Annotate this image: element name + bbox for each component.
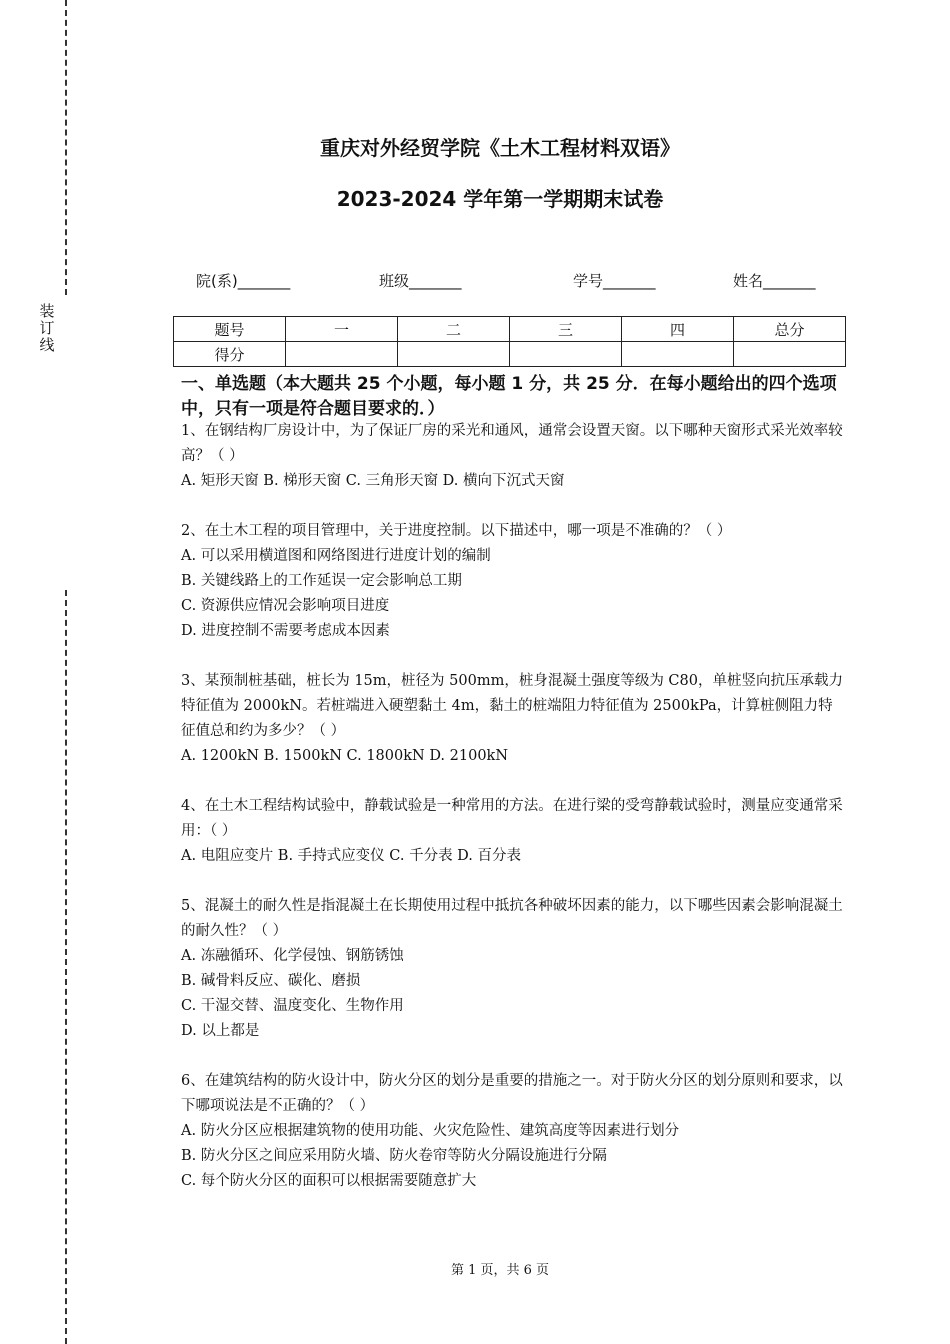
table-cell	[510, 342, 622, 367]
question-stem: 5、混凝土的耐久性是指混凝土在长期使用过程中抵抗各种破坏因素的能力，以下哪些因素会影响混凝土的耐久性？（ ）	[181, 898, 843, 939]
question-2	[181, 519, 846, 644]
score-table	[173, 316, 846, 367]
table-cell: 四	[622, 317, 734, 342]
option-c: C. 每个防火分区的面积可以根据需要随意扩大	[181, 1173, 477, 1189]
exam-title: 重庆对外经贸学院《土木工程材料双语》	[320, 136, 680, 160]
question-stem: 2、在土木工程的项目管理中，关于进度控制。以下描述中，哪一项是不准确的？（ ）	[181, 523, 732, 539]
table-cell	[734, 342, 846, 367]
question-list	[181, 419, 846, 1219]
option-a: A. 冻融循环、化学侵蚀、钢筋锈蚀	[181, 948, 404, 964]
option-c: C. 干湿交替、温度变化、生物作用	[181, 998, 404, 1014]
student-id-field: 学号_______	[573, 272, 656, 290]
question-options: A. 矩形天窗 B. 梯形天窗 C. 三角形天窗 D. 横向下沉式天窗	[181, 473, 565, 489]
binding-char: 装	[39, 302, 55, 320]
option-d: D. 进度控制不需要考虑成本因素	[181, 623, 390, 639]
option-d: D. 以上都是	[181, 1023, 260, 1039]
table-cell: 三	[510, 317, 622, 342]
option-b: B. 关键线路上的工作延误一定会影响总工期	[181, 573, 462, 589]
score-table-score-row	[174, 342, 846, 367]
question-options: A. 1200kN B. 1500kN C. 1800kN D. 2100kN	[181, 748, 509, 764]
table-cell: 二	[398, 317, 510, 342]
question-stem: 4、在土木工程结构试验中，静载试验是一种常用的方法。在进行梁的受弯静载试验时，测量应变通常采用：（ ）	[181, 798, 843, 839]
option-b: B. 防火分区之间应采用防火墙、防火卷帘等防火分隔设施进行分隔	[181, 1148, 607, 1164]
table-cell	[622, 342, 734, 367]
binding-line-bottom	[65, 590, 67, 1344]
option-a: A. 防火分区应根据建筑物的使用功能、火灾危险性、建筑高度等因素进行划分	[181, 1123, 680, 1139]
option-c: C. 资源供应情况会影响项目进度	[181, 598, 390, 614]
table-cell	[286, 342, 398, 367]
score-table-header-row	[174, 317, 846, 342]
table-cell: 一	[286, 317, 398, 342]
question-options: A. 电阻应变片 B. 手持式应变仪 C. 千分表 D. 百分表	[181, 848, 522, 864]
page-number: 第 1 页，共 6 页	[450, 1263, 550, 1278]
department-field: 院(系)_______	[196, 272, 291, 290]
binding-label	[38, 303, 56, 354]
table-cell: 题号	[174, 317, 286, 342]
question-stem: 6、在建筑结构的防火设计中，防火分区的划分是重要的措施之一。对于防火分区的划分原则和要求，以下哪项说法是不正确的？（ ）	[181, 1073, 843, 1114]
question-6	[181, 1069, 846, 1194]
question-4	[181, 794, 846, 869]
question-stem: 3、某预制桩基础，桩长为 15m，桩径为 500mm，桩身混凝土强度等级为 C80，单桩竖向抗压承载力特征值为 2000kN。若桩端进入硬塑黏土 4m，黏土的桩端阻力特征值为 2500kPa，计算桩侧阻力特征值总和约为多少？（ ）	[181, 673, 843, 739]
exam-subtitle: 2023-2024 学年第一学期期末试卷	[336, 187, 664, 211]
question-5	[181, 894, 846, 1044]
question-3	[181, 669, 846, 769]
question-stem: 1、在钢结构厂房设计中，为了保证厂房的采光和通风，通常会设置天窗。以下哪种天窗形式采光效率较高？（ ）	[181, 423, 843, 464]
table-cell: 总分	[734, 317, 846, 342]
binding-char: 线	[39, 336, 55, 354]
section-heading: 一、单选题（本大题共 25 个小题，每小题 1 分，共 25 分．在每小题给出的四个选项中，只有一项是符合题目要求的．）	[181, 374, 837, 419]
name-field: 姓名_______	[733, 272, 816, 290]
class-field: 班级_______	[379, 272, 462, 290]
table-cell	[398, 342, 510, 367]
option-a: A. 可以采用横道图和网络图进行进度计划的编制	[181, 548, 491, 564]
option-b: B. 碱骨料反应、碳化、磨损	[181, 973, 361, 989]
binding-char: 订	[39, 319, 55, 337]
question-1	[181, 419, 846, 494]
table-cell: 得分	[174, 342, 286, 367]
